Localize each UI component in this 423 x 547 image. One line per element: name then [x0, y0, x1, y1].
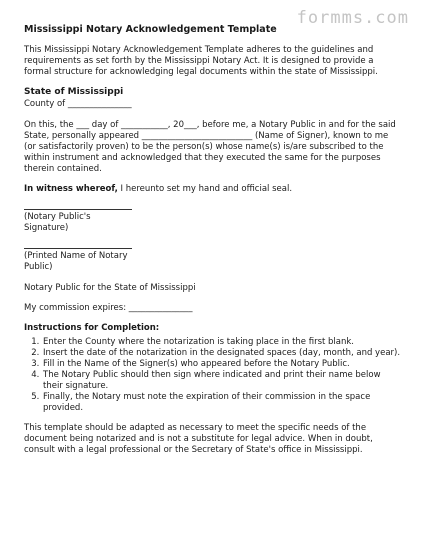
acknowledgement-paragraph: On this, the ___ day of ___________, 20___, before me, a Notary Public in and for the said State, personally appeared __________________________ (Name of Signer), known to me (or satisfactorily proven) to be the person(s) whose name(s) is/are subscribed to the within instrument and acknowledged that they executed the same for the purposes therein contained.: [24, 120, 396, 174]
instruction-item: 4. The Notary Public should then sign where indicated and print their name below their signature.: [42, 370, 402, 392]
printed-name-block: [24, 248, 402, 273]
watermark: formms.com: [296, 8, 409, 28]
commission-expires: My commission expires: _______________: [24, 303, 193, 313]
instruction-item: 5. Finally, the Notary must note the expiration of their commission in the space provided.: [42, 392, 402, 414]
instructions-heading: Instructions for Completion:: [24, 323, 160, 333]
instruction-item: 3. Fill in the Name of the Signer(s) who appeared before the Notary Public.: [42, 359, 402, 370]
document-page: [24, 24, 402, 465]
witness-rest: I hereunto set my hand and official seal.: [117, 184, 293, 194]
signature-block: [24, 209, 402, 234]
document-title: Mississippi Notary Acknowledgement Template: [24, 24, 277, 35]
notary-signature-line: (Notary Public's Signature): [24, 209, 132, 234]
instruction-item: 2. Insert the date of the notarization in the designated spaces (day, month, and year).: [42, 348, 402, 359]
witness-statement: [24, 184, 402, 195]
instructions-list: [24, 337, 402, 414]
instruction-item: 1. Enter the County where the notarization is taking place in the first blank.: [42, 337, 402, 348]
notary-for-state: Notary Public for the State of Mississippi: [24, 283, 196, 293]
county-line: County of _______________: [24, 99, 132, 109]
closing-paragraph: This template should be adapted as necessary to meet the specific needs of the document being notarized and is not a substitute for legal advice. When in doubt, consult with a legal professional or the Secretary of State's office in Mississippi.: [24, 423, 373, 455]
printed-name-line: (Printed Name of Notary Public): [24, 248, 132, 273]
witness-bold: In witness whereof,: [24, 184, 118, 194]
intro-paragraph: This Mississippi Notary Acknowledgement Template adheres to the guidelines and requirements as set forth by the Mississippi Notary Act. It is designed to provide a formal structure for acknowledging legal documents within the state of Mississippi.: [24, 45, 378, 77]
state-heading: State of Mississippi: [24, 87, 124, 97]
